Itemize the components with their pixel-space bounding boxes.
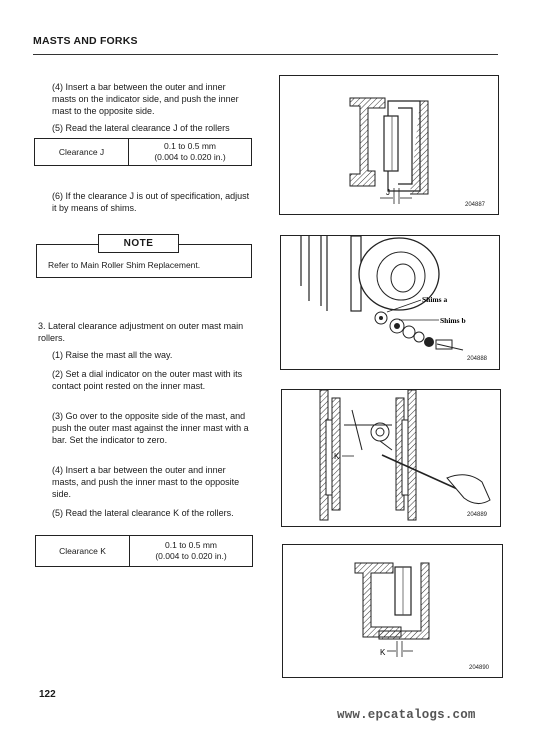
dial-indicator-illustration: [282, 390, 500, 526]
clearance-j-table: [34, 138, 252, 166]
figure-number-204888: 204888: [467, 356, 488, 362]
section-3-step-2: (2) Set a dial indicator on the outer mast with its contact point rested on the inner mast.: [52, 369, 243, 391]
clearance-k-label: Clearance K: [36, 536, 130, 566]
figure-204890: [282, 544, 503, 678]
section-3-heading: 3. Lateral clearance adjustment on outer mast main rollers.: [38, 321, 244, 343]
step-4-top: (4) Insert a bar between the outer and inner masts on the indicator side, and push the inner mast to the opposite side.: [52, 82, 239, 116]
section-3-step-4: (4) Insert a bar between the outer and inner masts, and push the inner mast to the opposite side.: [52, 465, 240, 499]
figure-204887: [279, 75, 499, 215]
figure-204889: [281, 389, 501, 527]
mast-clearance-k-illustration: [283, 545, 502, 677]
note-text: Refer to Main Roller Shim Replacement.: [48, 260, 201, 270]
clearance-k-mm: 0.1 to 0.5 mm: [165, 540, 217, 550]
clearance-k-table: [35, 535, 253, 567]
label-shims-b: Shims b: [440, 316, 466, 325]
label-k-fig4: K: [380, 648, 386, 657]
mast-clearance-j-illustration: [280, 76, 498, 214]
label-shims-a: Shims a: [422, 295, 448, 304]
label-j: J: [386, 188, 390, 197]
step-6: (6) If the clearance J is out of specification, adjust it by means of shims.: [52, 191, 250, 213]
clearance-k-value: [130, 536, 252, 566]
clearance-j-in: (0.004 to 0.020 in.): [154, 152, 226, 162]
figure-number-204887: 204887: [465, 202, 486, 208]
roller-shims-illustration: [281, 236, 499, 369]
watermark: www.epcatalogs.com: [337, 708, 476, 722]
figure-204888: [280, 235, 500, 370]
clearance-j-value: [129, 139, 251, 165]
note-title: NOTE: [98, 234, 179, 253]
page-number: 122: [39, 689, 56, 700]
label-k-fig3: K: [334, 452, 340, 461]
section-header: MASTS AND FORKS: [33, 35, 138, 47]
clearance-k-in: (0.004 to 0.020 in.): [155, 551, 227, 561]
clearance-j-mm: 0.1 to 0.5 mm: [164, 141, 216, 151]
header-rule: [33, 54, 498, 55]
section-3-step-3: (3) Go over to the opposite side of the mast, and push the outer mast against the inner mast with a bar. Set the indicator to zero.: [52, 411, 249, 445]
step-5-top: (5) Read the lateral clearance J of the rollers: [52, 123, 230, 133]
figure-number-204890: 204890: [469, 665, 490, 671]
figure-number-204889: 204889: [467, 512, 488, 518]
clearance-j-label: Clearance J: [35, 139, 129, 165]
section-3-step-1: (1) Raise the mast all the way.: [52, 350, 173, 360]
section-3-step-5: (5) Read the lateral clearance K of the rollers.: [52, 508, 234, 518]
